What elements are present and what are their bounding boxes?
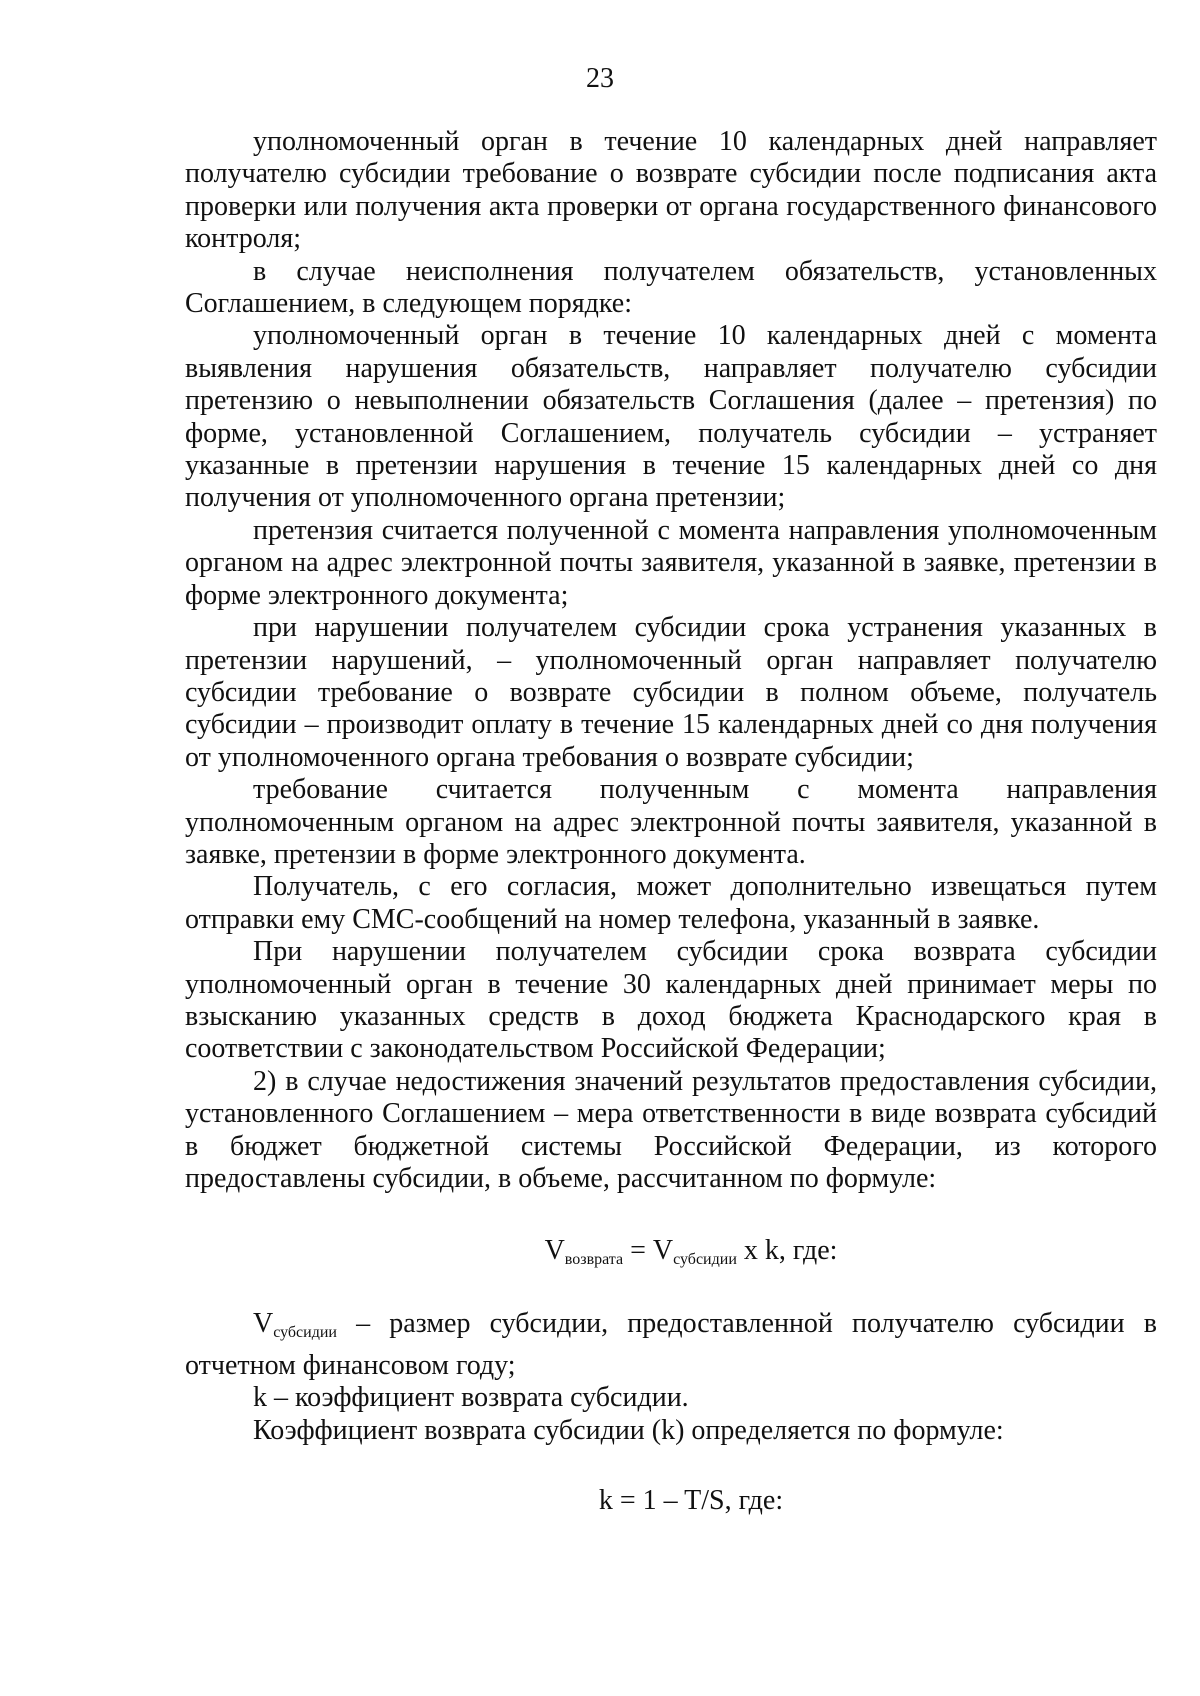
paragraph: в случае неисполнения получателем обязательств, установленных Соглашением, в следующем порядке: <box>185 255 1157 320</box>
formula-rhs: V <box>652 1235 674 1267</box>
formula-rhs-subscript: субсидии <box>673 1251 737 1269</box>
formula-return-volume <box>185 1235 1157 1276</box>
formula-tail: x k, где: <box>736 1235 838 1267</box>
definition-v-subscript: субсидии <box>273 1324 337 1342</box>
definition-v-text: – размер субсидии, предоставленной получателю субсидии в отчетном финансовом году; <box>185 1308 1157 1381</box>
definition-k: k – коэффициент возврата субсидии. <box>253 1382 689 1414</box>
formula-lhs: V <box>544 1235 565 1267</box>
coefficient-intro: Коэффициент возврата субсидии (k) определяется по формуле: <box>253 1414 1004 1446</box>
paragraph: уполномоченный орган в течение 10 календарных дней направляет получателю субсидии требование о возврате субсидии после подписания акта проверки или получения акта проверки от органа государственного финансового контроля; <box>185 126 1157 255</box>
formula-equals: = <box>623 1235 653 1267</box>
paragraph: При нарушении получателем субсидии срока возврата субсидии уполномоченный орган в течение 30 календарных дней принимает меры по взысканию указанных средств в доход бюджета Краснодарского края в соответствии с законодательством Российской Федерации; <box>185 936 1157 1065</box>
definition-v-symbol: V <box>253 1308 274 1340</box>
paragraph: требование считается полученным с момента направления уполномоченным органом на адрес электронной почты заявителя, указанной в заявке, претензии в форме электронного документа. <box>185 774 1157 870</box>
formula-lhs-subscript: возврата <box>564 1251 624 1269</box>
document-body <box>185 126 1157 1517</box>
paragraph: Получатель, с его согласия, может дополнительно извещаться путем отправки ему СМС-сообщений на номер телефона, указанный в заявке. <box>185 871 1157 935</box>
page-number: 23 <box>586 63 614 94</box>
definition-v-subsidy <box>185 1308 1157 1382</box>
paragraph: претензия считается полученной с момента направления уполномоченным органом на адрес электронной почты заявителя, указанной в заявке, претензии в форме электронного документа; <box>185 514 1157 611</box>
paragraph: 2) в случае недостижения значений результатов предоставления субсидии, установленного Соглашением – мера ответственности в виде возврата субсидий в бюджет бюджетной системы Российской Федерации, из которого предоставлены субсидии, в объеме, рассчитанном по формуле: <box>185 1065 1157 1194</box>
paragraph: уполномоченный орган в течение 10 календарных дней с момента выявления нарушения обязательств, направляет получателю субсидии претензию о невыполнении обязательств Соглашения (далее – претензия) по форме, установленной Соглашением, получатель субсидии – устраняет указанные в претензии нарушения в течение 15 календарных дней со дня получения от уполномоченного органа претензии; <box>185 320 1157 514</box>
paragraph: при нарушении получателем субсидии срока устранения указанных в претензии нарушений, – уполномоченный орган направляет получателю субсидии требование о возврате субсидии в полном объеме, получатель субсидии – производит оплату в течение 15 календарных дней со дня получения от уполномоченного органа требования о возврате субсидии; <box>185 612 1157 773</box>
formula-coefficient: k = 1 – T/S, где: <box>598 1485 784 1517</box>
